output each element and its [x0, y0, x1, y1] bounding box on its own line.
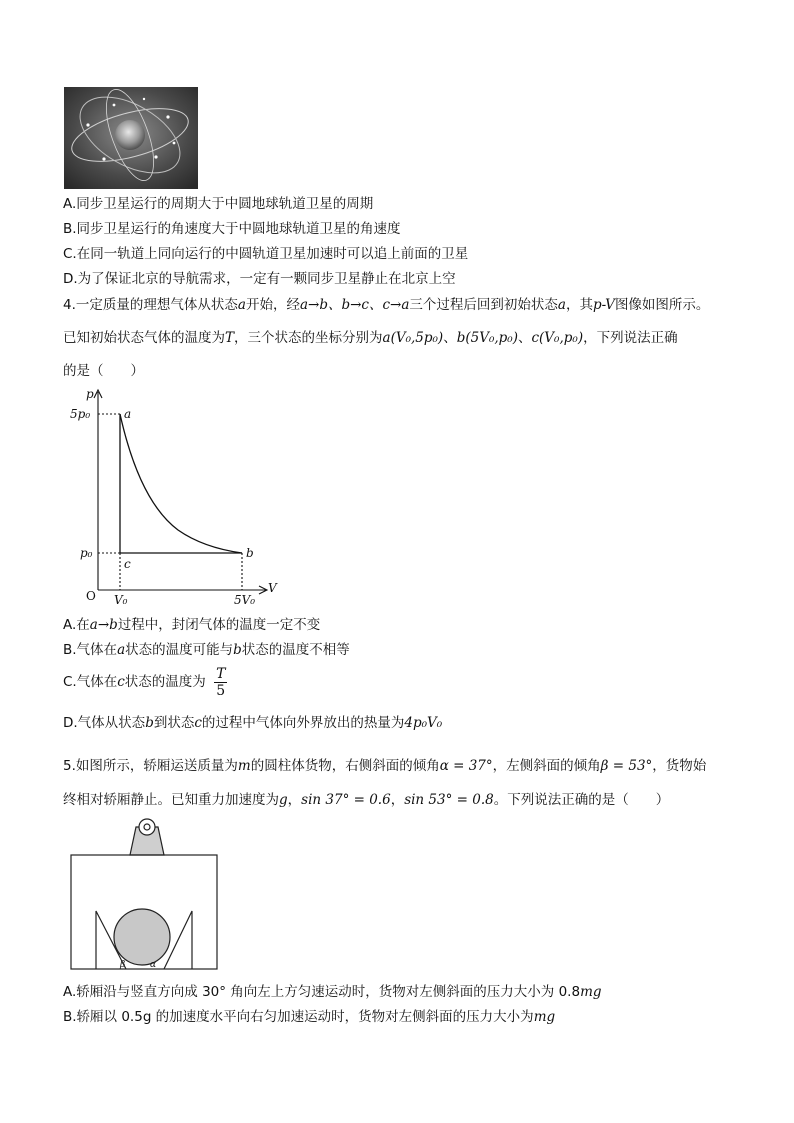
q4-stem-line1: 4.一定质量的理想气体从状态a开始，经a→b、b→c、c→a三个过程后回到初始状态a，其p-V图像如图所示。	[63, 297, 710, 313]
p-axis-label: p	[86, 387, 94, 401]
q4-stem-line3: 的是（ ）	[63, 363, 144, 379]
fraction-t-over-5: $\frac{T}{5}$	[216, 665, 226, 699]
tick-5p0: 5p₀	[70, 407, 91, 421]
q4-option-d: D.气体从状态b到状态c的过程中气体向外界放出的热量为4p₀V₀	[63, 715, 443, 731]
hanger-ring	[139, 819, 155, 835]
v-axis-label: V	[268, 581, 277, 595]
q4-option-c: C.气体在c状态的温度为 $\frac{T}{5}$	[63, 665, 226, 699]
q3-option-d: D.为了保证北京的导航需求，一定有一颗同步卫星静止在北京上空	[63, 271, 456, 287]
process-ab-curve	[120, 414, 242, 553]
tick-v0: V₀	[114, 593, 128, 607]
elevator-figure	[68, 815, 228, 979]
tick-p0: p₀	[80, 546, 93, 560]
q3-option-a: A.同步卫星运行的周期大于中圆地球轨道卫星的周期	[63, 196, 374, 212]
q5-option-b: B.轿厢以 0.5g 的加速度水平向右匀加速运动时，货物对左侧斜面的压力大小为mg	[63, 1009, 556, 1025]
cylinder-cargo	[114, 909, 170, 965]
point-b-label: b	[246, 546, 254, 560]
q5-stem-line1: 5.如图所示，轿厢运送质量为m的圆柱体货物，右侧斜面的倾角α = 37°，左侧斜面的倾角β = 53°，货物始	[63, 758, 707, 774]
point-c-label: c	[124, 557, 131, 571]
q3-option-c: C.在同一轨道上同向运行的中圆轨道卫星加速时可以追上前面的卫星	[63, 246, 469, 262]
q4-stem-line2: 已知初始状态气体的温度为T，三个状态的坐标分别为a(V₀,5p₀)、b(5V₀,p₀)、c(V₀,p₀)，下列说法正确	[63, 330, 678, 346]
tick-5v0: 5V₀	[234, 593, 256, 607]
pv-graph	[68, 382, 278, 612]
q5-option-a: A.轿厢沿与竖直方向成 30° 角向左上方匀速运动时，货物对左侧斜面的压力大小为 0.8mg	[63, 984, 602, 1000]
q4-option-a: A.在a→b过程中，封闭气体的温度一定不变	[63, 617, 321, 633]
satellite-orbit-photo	[64, 87, 198, 189]
alpha-angle-label: α	[150, 960, 157, 970]
q3-option-b: B.同步卫星运行的角速度大于中圆地球轨道卫星的角速度	[63, 221, 401, 237]
q4-option-b: B.气体在a状态的温度可能与b状态的温度不相等	[63, 642, 350, 658]
q5-stem-line2: 终相对轿厢静止。已知重力加速度为g，sin 37° = 0.6，sin 53° = 0.8。下列说法正确的是（ ）	[63, 792, 670, 808]
beta-angle-label: β	[120, 960, 126, 970]
point-a-label: a	[124, 407, 132, 421]
origin-label: O	[86, 589, 96, 603]
